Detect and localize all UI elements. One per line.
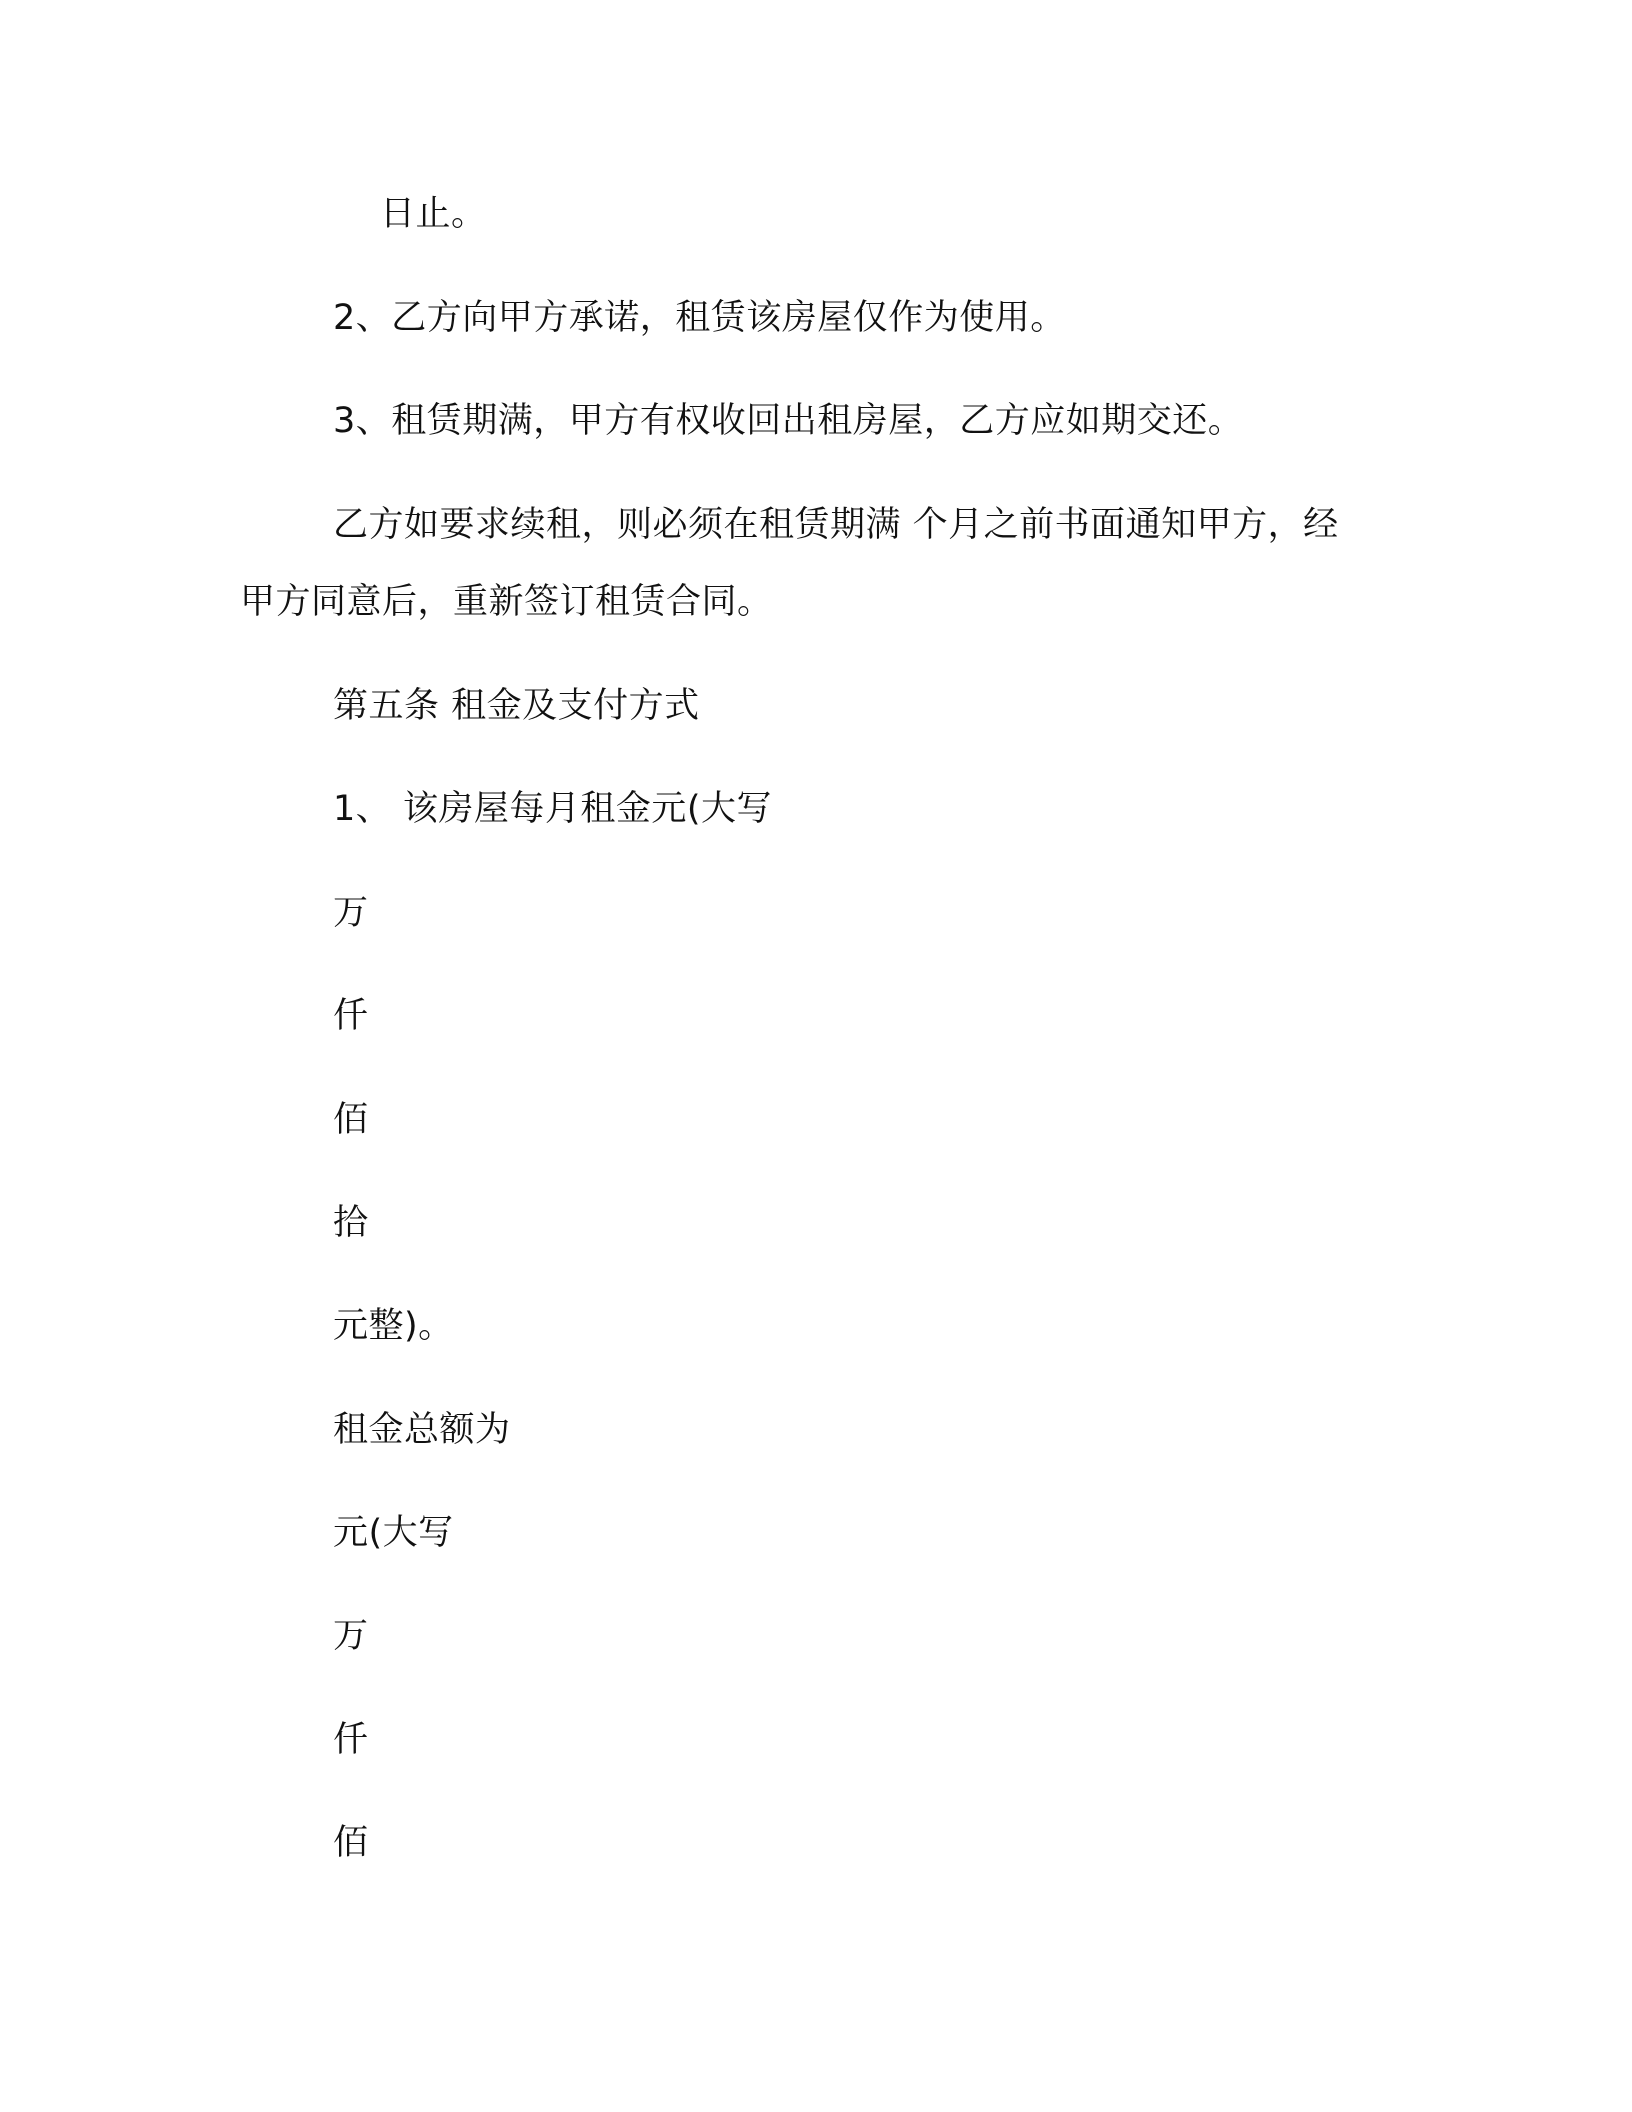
- text-line-yuan-zheng: 元整)。: [333, 1306, 454, 1346]
- text-line-clause-2: 2、乙方向甲方承诺，租赁该房屋仅作为使用。: [333, 298, 1066, 338]
- text-line-qian-1: 仟: [333, 996, 369, 1036]
- text-line-bai-2: 佰: [333, 1823, 369, 1863]
- text-line-wan-2: 万: [333, 1616, 369, 1656]
- text-line-yuan-daxie: 元(大写: [333, 1513, 454, 1553]
- text-line-total-rent: 租金总额为: [333, 1410, 511, 1450]
- text-line-shi-1: 拾: [333, 1203, 369, 1243]
- text-line-wan-1: 万: [333, 893, 369, 933]
- text-line-bai-1: 佰: [333, 1100, 369, 1140]
- text-line-renewal: 乙方如要求续租，则必须在租赁期满 个月之前书面通知甲方，经: [333, 505, 1339, 545]
- section-heading-article-5: 第五条 租金及支付方式: [333, 686, 700, 726]
- text-line-end-date: 日止。: [380, 194, 487, 234]
- text-line-qian-2: 仟: [333, 1720, 369, 1760]
- text-line-clause-3: 3、租赁期满，甲方有权收回出租房屋，乙方应如期交还。: [333, 401, 1244, 441]
- text-line-monthly-rent: 1、 该房屋每月租金元(大写: [333, 789, 773, 829]
- text-line-renewal-cont: 甲方同意后，重新签订租赁合同。: [240, 582, 773, 622]
